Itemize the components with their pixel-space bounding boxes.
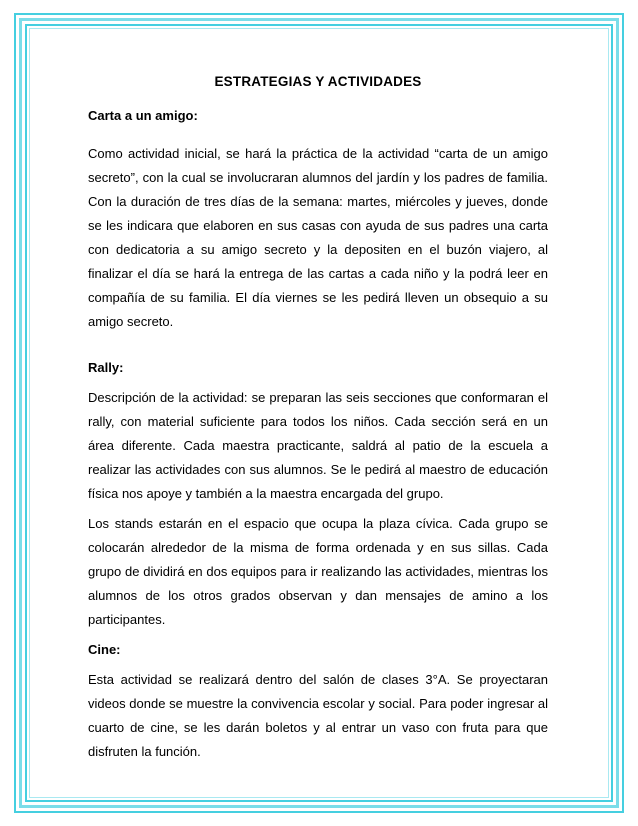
section-heading-rally: Rally: — [88, 360, 124, 375]
paragraph-rally-2: Los stands estarán en el espacio que ocupa la plaza cívica. Cada grupo se colocarán alrededor de la misma de forma ordenada y en sus sillas. Cada grupo de dividirá en dos equipos para ir realizando las actividades, mientras los alumnos de los otros grados observan y dan mensajes de amino a los participantes. — [88, 516, 548, 627]
paragraph-rally-1: Descripción de la actividad: se preparan las seis secciones que conformaran el rally, con material suficiente para todos los niños. Cada sección será en un área diferente. Cada maestra practicante, saldrá al patio de la escuela a realizar las actividades con sus alumnos. Se le pedirá al maestro de educación física nos apoye y también a la maestra encargada del grupo. — [88, 390, 548, 501]
section-heading-carta: Carta a un amigo: — [88, 108, 198, 123]
document-title: ESTRATEGIAS Y ACTIVIDADES — [214, 74, 422, 89]
section-heading-cine: Cine: — [88, 642, 121, 657]
document-body — [88, 70, 548, 764]
paragraph-cine: Esta actividad se realizará dentro del salón de clases 3°A. Se proyectaran videos donde se muestre la convivencia escolar y social. Para poder ingresar al cuarto de cine, se les darán boletos y al entrar un vaso con fruta para que disfruten la función. — [88, 672, 548, 759]
paragraph-carta: Como actividad inicial, se hará la práctica de la actividad “carta de un amigo secreto”, con la cual se involucraran alumnos del jardín y los padres de familia. Con la duración de tres días de la semana: martes, miércoles y jueves, donde se les indicara que elaboren en sus casas con ayuda de sus padres una carta con dedicatoria a su amigo secreto y la depositen en el buzón viajero, al finalizar el día se hará la entrega de las cartas a cada niño y la podrá leer en compañía de su familia. El día viernes se les pedirá lleven un obsequio a su amigo secreto. — [88, 146, 548, 329]
